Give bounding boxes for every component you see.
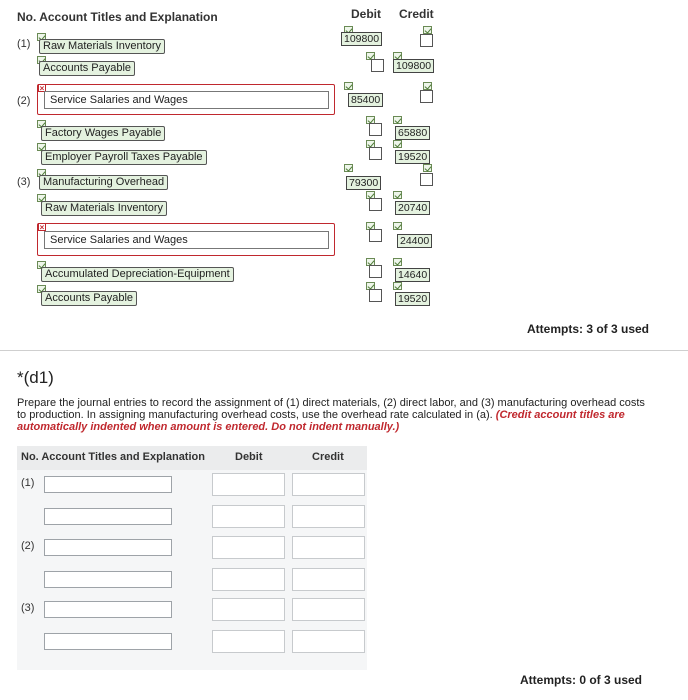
account-input[interactable] [44, 539, 172, 556]
entry-number: (1) [17, 38, 31, 50]
credit-input[interactable] [292, 630, 365, 653]
entry-number: (3) [17, 176, 31, 188]
correct-check-icon [393, 258, 402, 266]
correct-check-icon [393, 222, 402, 230]
column-header-debit: Debit [351, 7, 381, 21]
account-field[interactable]: Factory Wages Payable [41, 126, 165, 141]
debit-input[interactable] [212, 473, 285, 496]
debit-input[interactable] [212, 536, 285, 559]
question-title: *(d1) [17, 368, 54, 387]
credit-field[interactable]: 19520 [395, 292, 430, 306]
account-field[interactable]: Raw Materials Inventory [41, 201, 167, 216]
account-field[interactable]: Manufacturing Overhead [39, 175, 168, 190]
credit-field[interactable]: 19520 [395, 150, 430, 164]
account-input[interactable] [44, 476, 172, 493]
account-input[interactable] [44, 633, 172, 650]
debit-field[interactable] [369, 289, 382, 302]
correct-check-icon [344, 82, 353, 90]
correct-check-icon [393, 140, 402, 148]
credit-field[interactable] [420, 34, 433, 47]
account-field[interactable]: Service Salaries and Wages [44, 91, 329, 109]
debit-input[interactable] [212, 630, 285, 653]
account-input[interactable] [44, 508, 172, 525]
account-field[interactable]: Accounts Payable [39, 61, 135, 76]
account-field[interactable]: Raw Materials Inventory [39, 39, 165, 54]
debit-field[interactable] [371, 59, 384, 72]
credit-input[interactable] [292, 598, 365, 621]
column-header-credit: Credit [399, 7, 434, 21]
correct-check-icon [423, 26, 432, 34]
credit-input[interactable] [292, 536, 365, 559]
credit-input[interactable] [292, 473, 365, 496]
correct-check-icon [393, 282, 402, 290]
credit-field[interactable]: 109800 [393, 59, 434, 73]
instructions-note: (Credit account titles are automatically indented when amount is entered. Do not indent manually.) [17, 409, 625, 433]
attempts-counter: Attempts: 0 of 3 used [520, 673, 643, 687]
debit-field[interactable]: 79300 [346, 176, 381, 190]
debit-field[interactable] [369, 123, 382, 136]
correct-check-icon [423, 82, 432, 90]
account-field[interactable]: Accumulated Depreciation-Equipment [41, 267, 234, 282]
debit-input[interactable] [212, 505, 285, 528]
debit-input[interactable] [212, 598, 285, 621]
debit-input[interactable] [212, 568, 285, 591]
correct-check-icon [344, 164, 353, 172]
account-input[interactable] [44, 601, 172, 618]
correct-check-icon [393, 116, 402, 124]
column-header-credit: Credit [312, 451, 344, 463]
credit-input[interactable] [292, 568, 365, 591]
account-field[interactable]: Employer Payroll Taxes Payable [41, 150, 207, 165]
section-divider [0, 350, 688, 351]
debit-field[interactable] [369, 229, 382, 242]
debit-field[interactable] [369, 147, 382, 160]
correct-check-icon [393, 191, 402, 199]
credit-field[interactable]: 65880 [395, 126, 430, 140]
correct-check-icon [423, 164, 432, 172]
instructions-text: Prepare the journal entries to record the assignment of (1) direct materials, (2) direct labor, and (3) manufacturing overhead costs to production. In assigning manufacturing overhead costs, use the overhead rate calculated in (a). [17, 397, 645, 421]
incorrect-x-icon: × [39, 84, 45, 93]
debit-field[interactable]: 109800 [341, 32, 382, 46]
account-field[interactable]: Service Salaries and Wages [44, 231, 329, 249]
account-input[interactable] [44, 571, 172, 588]
credit-field[interactable]: 24400 [397, 234, 432, 248]
credit-field[interactable]: 20740 [395, 201, 430, 215]
debit-field[interactable]: 85400 [348, 93, 383, 107]
debit-field[interactable] [369, 265, 382, 278]
entry-number: (1) [21, 477, 35, 489]
entry-number: (2) [17, 95, 31, 107]
credit-field[interactable] [420, 173, 433, 186]
question-instructions [17, 397, 657, 433]
credit-field[interactable] [420, 90, 433, 103]
column-header-account: No. Account Titles and Explanation [17, 10, 218, 24]
column-header-account: No. Account Titles and Explanation [21, 451, 205, 463]
column-header-debit: Debit [235, 451, 263, 463]
attempts-counter: Attempts: 3 of 3 used [527, 322, 650, 336]
credit-input[interactable] [292, 505, 365, 528]
entry-number: (2) [21, 540, 35, 552]
account-field[interactable]: Accounts Payable [41, 291, 137, 306]
entry-number: (3) [21, 602, 35, 614]
incorrect-x-icon: × [39, 223, 45, 232]
credit-field[interactable]: 14640 [395, 268, 430, 282]
debit-field[interactable] [369, 198, 382, 211]
